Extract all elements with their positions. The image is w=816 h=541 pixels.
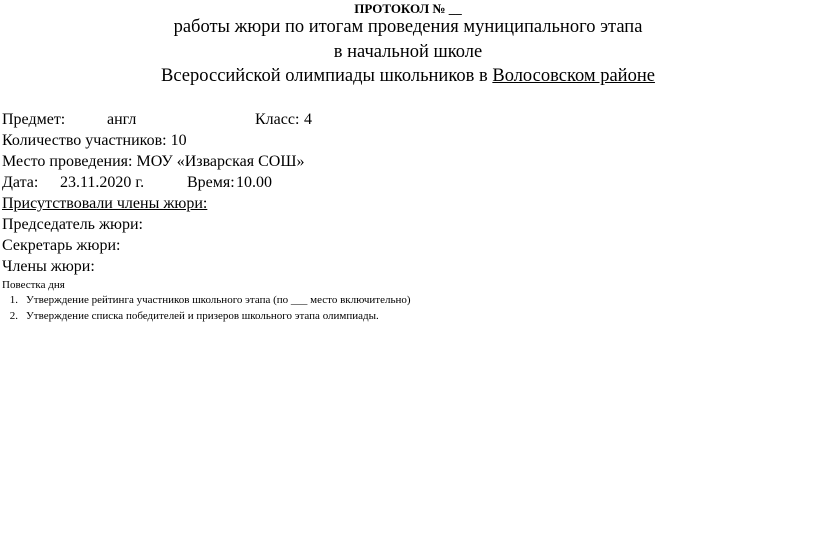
date-value: 23.11.2020 г. [60, 174, 145, 191]
grade-label: Класс: [255, 111, 300, 128]
agenda-title: Повестка дня [2, 279, 65, 291]
time-value: 10.00 [236, 174, 272, 191]
date-label: Дата: [2, 174, 39, 191]
agenda-item [0, 294, 411, 306]
heading-line-1: работы жюри по итогам проведения муниципального этапа [173, 17, 643, 37]
venue: Место проведения: МОУ «Изварская СОШ» [2, 153, 305, 170]
jury-members: Члены жюри: [2, 258, 95, 275]
heading-line-3-prefix: Всероссийской олимпиады школьников в [161, 66, 493, 86]
participants-count: Количество участников: 10 [2, 132, 187, 149]
heading-line-2: в начальной школе [333, 42, 483, 62]
grade-value: 4 [304, 111, 312, 128]
jury-chairman: Председатель жюри: [2, 216, 143, 233]
agenda-item-text: Утверждение рейтинга участников школьного этапа (по ___ место включительно) [26, 294, 411, 306]
subject-label: Предмет: [2, 111, 66, 128]
time-label: Время: [187, 174, 235, 191]
agenda-item-text: Утверждение списка победителей и призеров школьного этапа олимпиады. [26, 310, 379, 322]
agenda-item [0, 310, 379, 322]
agenda-item-number: 1. [9, 294, 18, 306]
jury-secretary: Секретарь жюри: [2, 237, 121, 254]
heading-district: Волосовском районе [492, 66, 655, 86]
protocol-title: ПРОТОКОЛ № __ [354, 1, 462, 16]
present-members: Присутствовали члены жюри: [2, 195, 208, 212]
agenda-item-number: 2. [9, 310, 18, 322]
heading-line-3 [0, 66, 816, 87]
subject-value: англ [107, 111, 137, 128]
